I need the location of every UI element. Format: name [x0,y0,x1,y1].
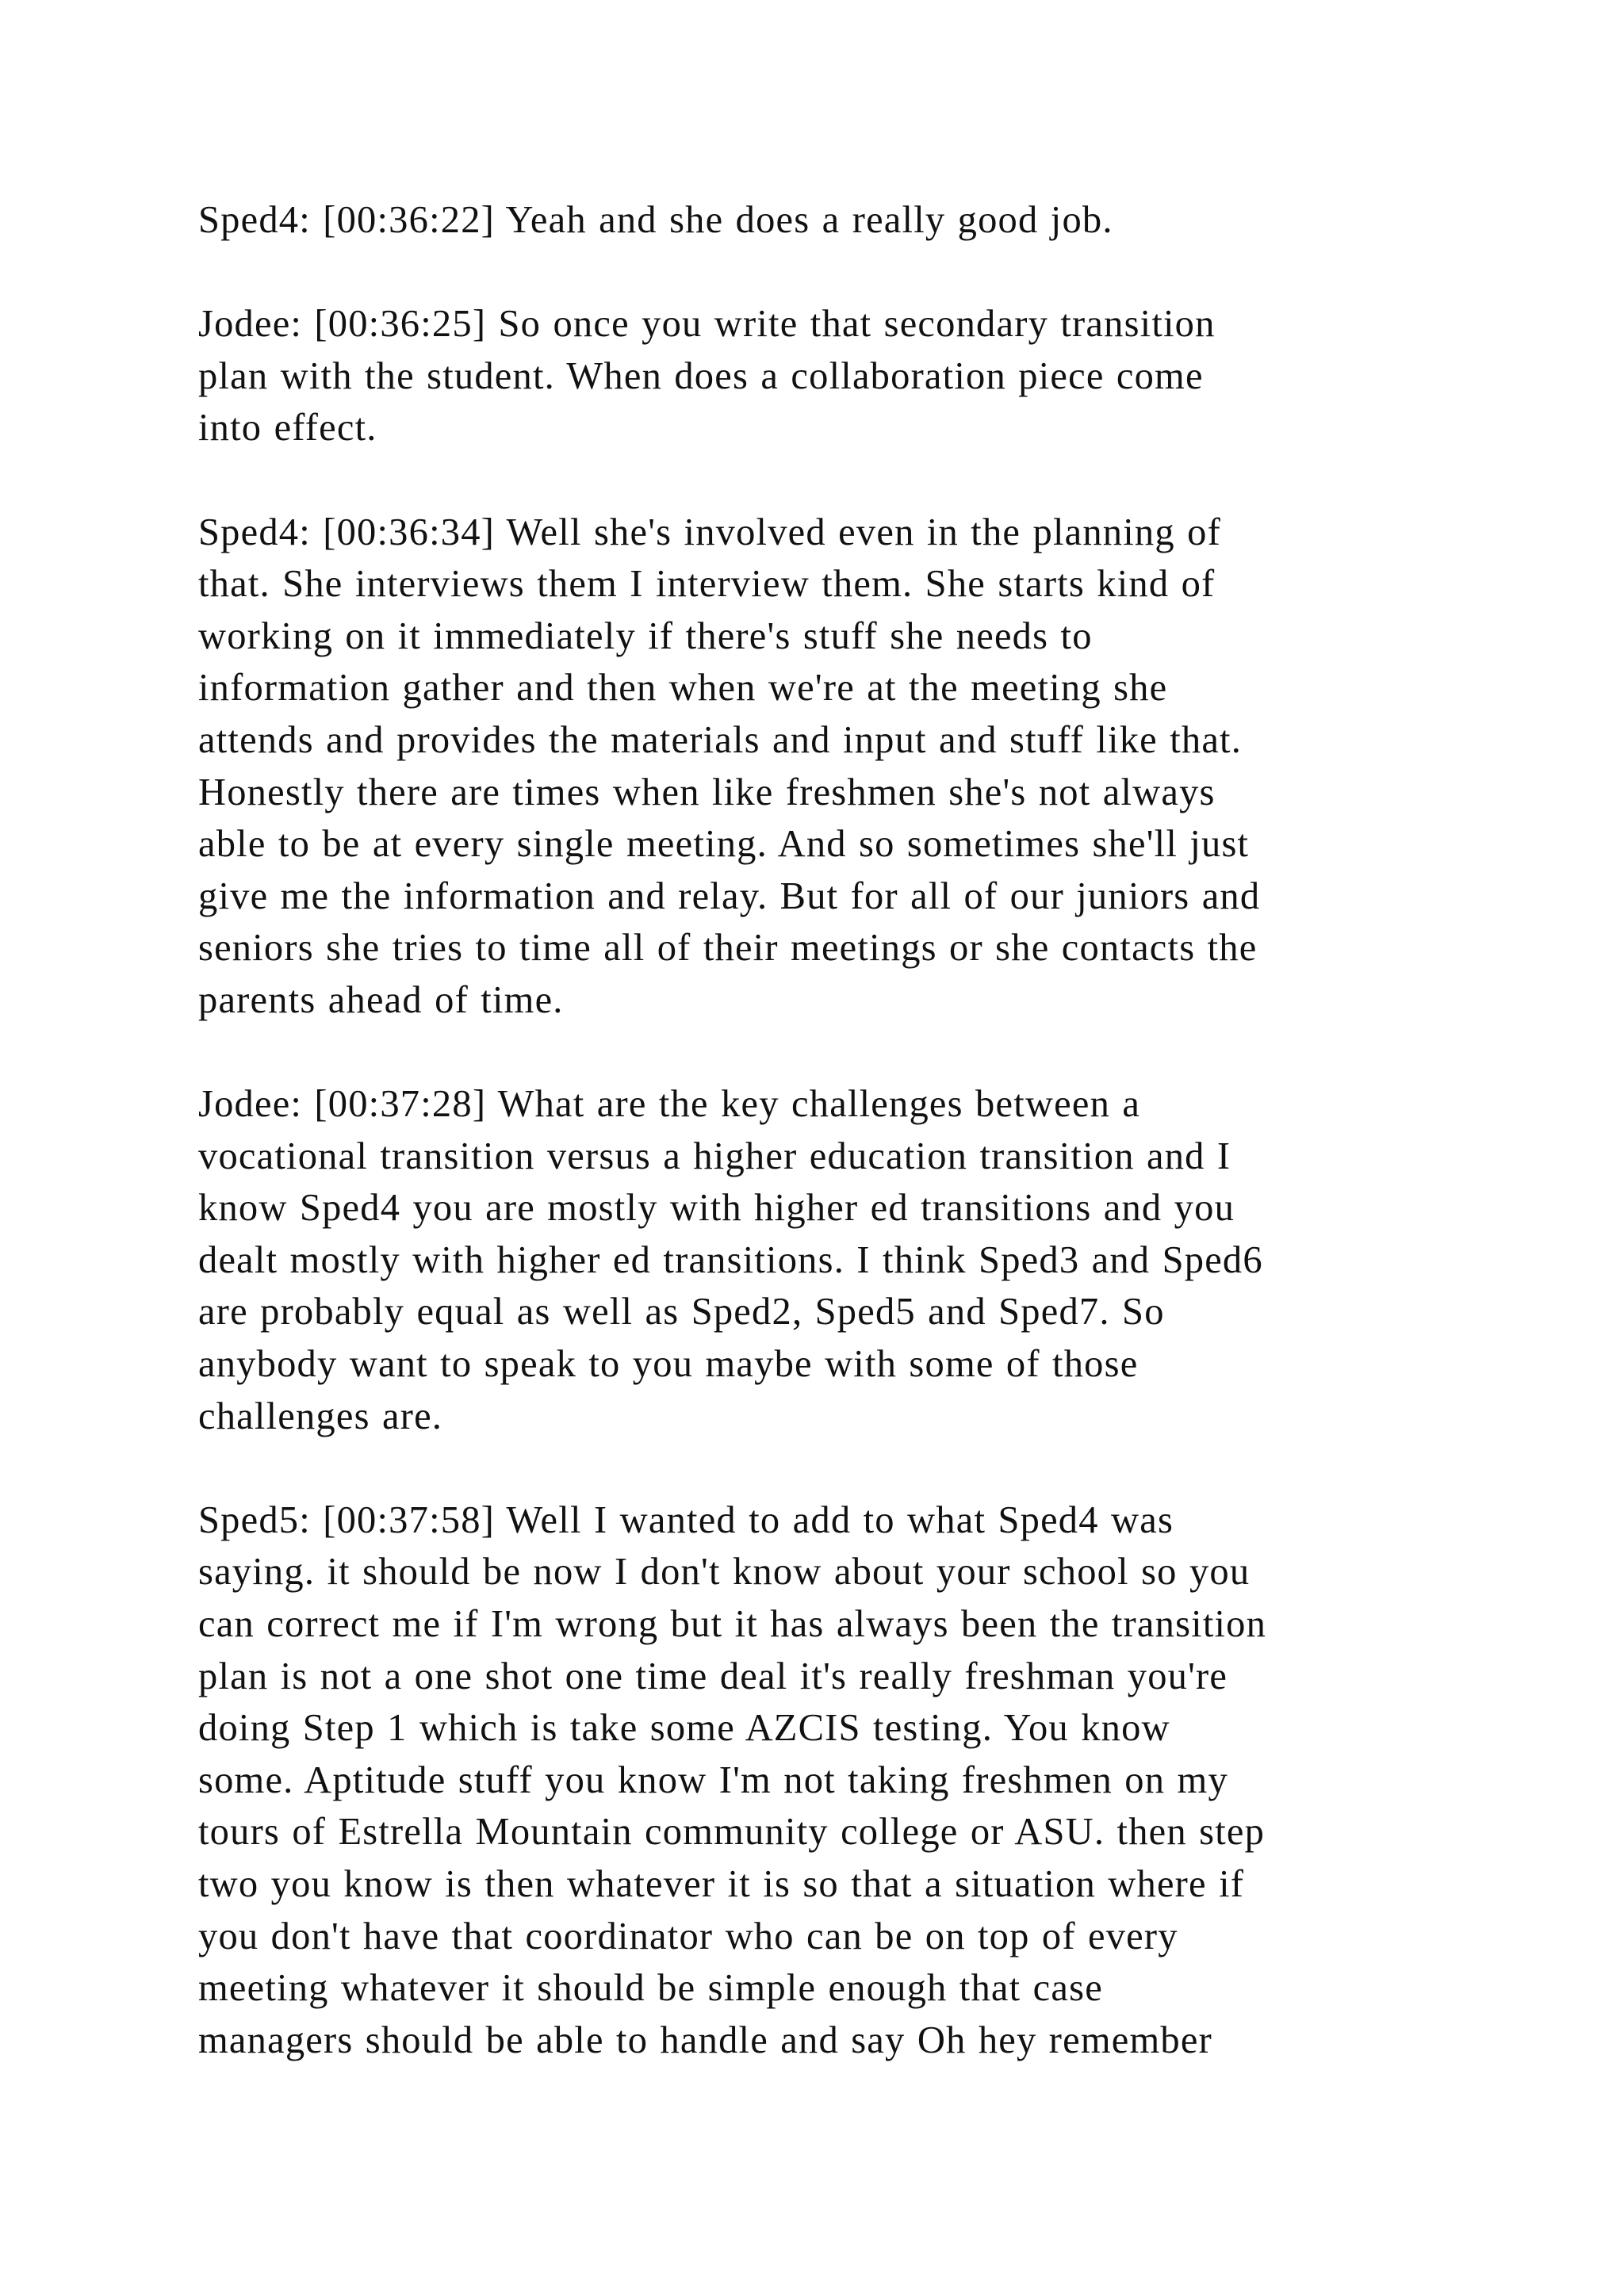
transcript-line: Jodee: [00:37:28] What are the key challenges between a [198,1083,1141,1126]
transcript-line: seniors she tries to time all of their meetings or she contacts the [198,927,1258,970]
transcript-entry [198,194,1467,247]
transcript-line: working on it immediately if there's stuff she needs to [198,614,1093,657]
transcript-line: information gather and then when we're at the meeting she [198,667,1168,710]
transcript-line: able to be at every single meeting. And so sometimes she'll just [198,823,1250,866]
transcript-line: plan is not a one shot one time deal it's really freshman you're [198,1655,1228,1697]
transcript-line: challenges are. [198,1395,443,1437]
transcript-line: vocational transition versus a higher education transition and I [198,1135,1231,1177]
transcript-line: Honestly there are times when like freshmen she's not always [198,771,1216,813]
transcript-line: give me the information and relay. But for all of our juniors and [198,874,1261,917]
transcript-line: parents ahead of time. [198,978,564,1021]
transcript-entry [198,1494,1467,2067]
transcript-line: meeting whatever it should be simple enough that case [198,1967,1103,2010]
transcript-entry [198,298,1467,454]
transcript-line: Sped4: [00:36:34] Well she's involved even in the planning of [198,511,1221,553]
transcript-line: tours of Estrella Mountain community college or ASU. then step [198,1811,1266,1854]
transcript-line: can correct me if I'm wrong but it has always been the transition [198,1603,1267,1646]
transcript-line: Sped4: [00:36:22] Yeah and she does a really good job. [198,199,1113,241]
transcript-entry [198,507,1467,1027]
transcript-line: saying. it should be now I don't know about your school so you [198,1551,1251,1594]
transcript-line: Sped5: [00:37:58] Well I wanted to add to what Sped4 was [198,1498,1174,1541]
transcript-line: plan with the student. When does a collaboration piece come [198,354,1204,397]
transcript-line: dealt mostly with higher ed transitions. I think Sped3 and Sped6 [198,1238,1263,1281]
transcript-line: are probably equal as well as Sped2, Sped5 and Sped7. So [198,1291,1165,1334]
transcript-line: doing Step 1 which is take some AZCIS testing. You know [198,1707,1170,1750]
transcript-entry [198,1078,1467,1442]
transcript-body [198,194,1467,2118]
transcript-line: some. Aptitude stuff you know I'm not taking freshmen on my [198,1758,1228,1801]
transcript-line: that. She interviews them I interview them. She starts kind of [198,563,1216,606]
transcript-line: into effect. [198,407,377,450]
transcript-line: two you know is then whatever it is so that a situation where if [198,1863,1245,1905]
transcript-line: anybody want to speak to you maybe with some of those [198,1343,1139,1386]
transcript-line: you don't have that coordinator who can be on top of every [198,1915,1178,1957]
transcript-line: know Sped4 you are mostly with higher ed transitions and you [198,1187,1235,1230]
transcript-line: managers should be able to handle and say Oh hey remember [198,2019,1212,2061]
transcript-line: Jodee: [00:36:25] So once you write that secondary transition [198,303,1216,346]
transcript-line: attends and provides the materials and input and stuff like that. [198,718,1243,761]
